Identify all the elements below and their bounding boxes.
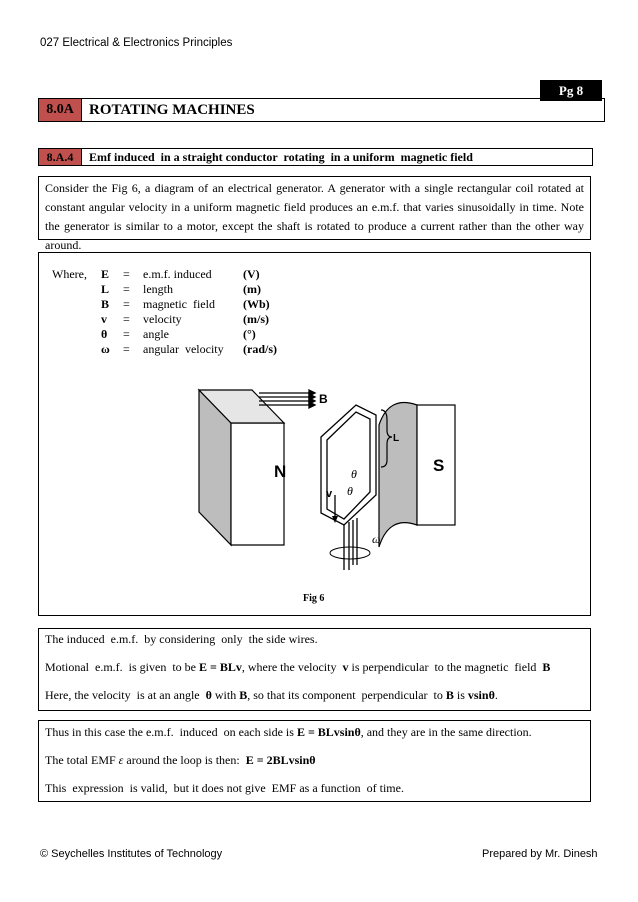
section-bar xyxy=(38,98,605,122)
var-unit: (rad/s) xyxy=(243,342,277,356)
north-magnet xyxy=(199,390,287,545)
var-unit: (°) xyxy=(243,327,256,341)
side-emf-equation: E = BLvsinθ xyxy=(296,725,361,739)
page-number-badge: Pg 8 xyxy=(540,80,602,101)
var-description: angle xyxy=(143,327,169,341)
var-equals: = xyxy=(123,312,130,326)
var-equals: = xyxy=(123,342,130,356)
total-emf-equation: E = 2BLvsinθ xyxy=(245,753,316,767)
var-equals: = xyxy=(123,282,130,296)
section-title: ROTATING MACHINES xyxy=(89,102,255,118)
var-unit: (V) xyxy=(243,267,260,281)
course-header: 027 Electrical & Electronics Principles xyxy=(40,37,233,49)
var-description: length xyxy=(143,282,173,296)
north-label: N xyxy=(274,462,287,481)
velocity-label: v xyxy=(326,488,333,500)
var-equals: = xyxy=(123,327,130,341)
subsection-number: 8.A.4 xyxy=(39,149,82,165)
box3-line3: Here, the velocity is at an angle θ with B, so that its component perpendicular to B is vsinθ. xyxy=(45,688,498,702)
subsection-title: Emf induced in a straight conductor rotating in a uniform magnetic field xyxy=(89,150,473,164)
section-number: 8.0A xyxy=(39,99,82,121)
var-symbol: θ xyxy=(101,327,108,341)
footer-institution: © Seychelles Institutes of Technology xyxy=(40,848,223,860)
footer-author: Prepared by Mr. Dinesh xyxy=(482,848,598,860)
subsection-bar xyxy=(38,148,593,166)
var-unit: (m/s) xyxy=(243,312,269,326)
box3-line2: Motional e.m.f. is given to be E = BLv, where the velocity v is perpendicular to the magnetic field B xyxy=(45,660,551,674)
figure-box xyxy=(38,252,591,616)
var-description: velocity xyxy=(143,312,182,326)
box4-line3: This expression is valid, but it does not give EMF as a function of time. xyxy=(45,781,404,795)
var-symbol: v xyxy=(101,312,107,326)
intro-paragraph: Consider the Fig 6, a diagram of an electrical generator. A generator with a single rectangular coil rotated at constant angular velocity in a uniform magnetic field produces an e.m.f. that varies sinusoidally in time. Note the generator is similar to a motor, except the shaft is rotated to produce a current rather than the other way around. xyxy=(38,176,591,240)
box3-line1: The induced e.m.f. by considering only the side wires. xyxy=(45,632,318,646)
var-symbol: E xyxy=(101,267,110,281)
var-unit: (m) xyxy=(243,282,261,296)
rotation-arrow xyxy=(330,547,370,559)
box4-line1: Thus in this case the e.m.f. induced on each side is E = BLvsinθ, and they are in the same direction. xyxy=(45,725,532,739)
var-description: magnetic field xyxy=(143,297,215,311)
var-symbol: ω xyxy=(101,342,110,356)
field-arrows xyxy=(259,390,315,408)
where-label: Where, xyxy=(52,267,87,281)
field-label: B xyxy=(319,392,328,406)
generator-diagram xyxy=(189,385,459,590)
var-unit: (Wb) xyxy=(243,297,270,311)
figure-caption: Fig 6 xyxy=(303,593,325,604)
total-emf-box xyxy=(38,720,591,802)
box4-line2: The total EMF ε around the loop is then: E = 2BLvsinθ xyxy=(45,753,316,767)
var-equals: = xyxy=(123,267,130,281)
theta-label: θ xyxy=(347,484,353,498)
omega-label: ω xyxy=(372,532,381,546)
south-label: S xyxy=(433,456,445,475)
var-description: angular velocity xyxy=(143,342,224,356)
length-label: L xyxy=(393,433,400,444)
var-symbol: L xyxy=(101,282,110,296)
theta-label: θ xyxy=(351,467,357,481)
motional-emf-equation: E = BLv xyxy=(198,660,242,674)
var-equals: = xyxy=(123,297,130,311)
var-symbol: B xyxy=(101,297,110,311)
var-description: e.m.f. induced xyxy=(143,267,212,281)
induced-emf-box xyxy=(38,628,591,711)
